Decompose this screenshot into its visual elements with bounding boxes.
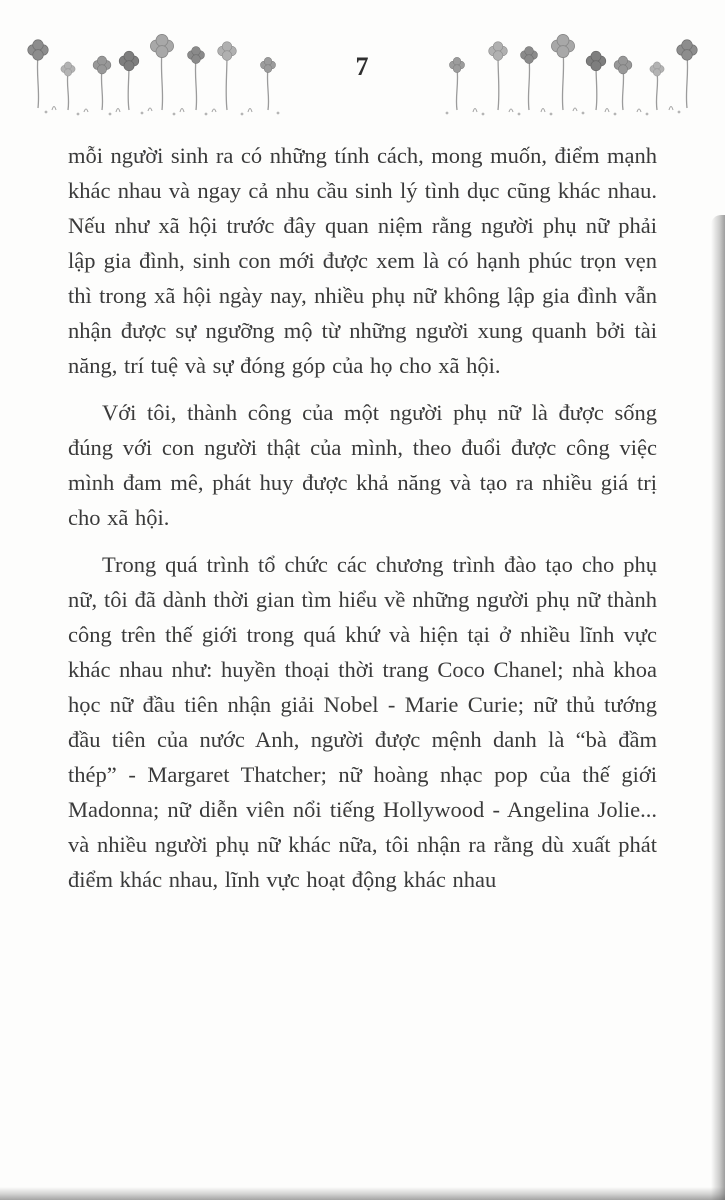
page-number: 7: [355, 52, 370, 81]
body-paragraph-3: Trong quá trình tổ chức các chương trình đào tạo cho phụ nữ, tôi đã dành thời gian tìm hiểu về những người phụ nữ thành công trên thế giới trong quá khứ và hiện tại ở nhiều lĩnh vực khác nhau như: huyền thoại thời trang Coco Chanel; nhà khoa học nữ đầu tiên nhận giải Nobel - Marie Curie; nữ thủ tướng đầu tiên của nước Anh, người được mệnh danh là “bà đầm thép” - Margaret Thatcher; nữ hoàng nhạc pop của thế giới Madonna; nữ diễn viên nổi tiếng Hollywood - Angelina Jolie... và nhiều người phụ nữ khác nữa, tôi nhận ra rằng dù xuất phát điểm khác nhau, lĩnh vực hoạt động khác nhau: [68, 552, 657, 892]
scan-edge-shadow-bottom: [0, 1187, 725, 1200]
scan-edge-shadow-right: [711, 215, 725, 1200]
body-paragraph-2: Với tôi, thành công của một người phụ nữ là được sống đúng với con người thật của mình, theo đuổi được công việc mình đam mê, phát huy được khả năng và tạo ra nhiều giá trị cho xã hội.: [68, 400, 657, 530]
page-body-text: [68, 138, 657, 909]
page-header: [0, 16, 725, 128]
body-paragraph-1: mỗi người sinh ra có những tính cách, mong muốn, điểm mạnh khác nhau và ngay cả nhu cầu sinh lý tình dục cũng khác nhau. Nếu như xã hội trước đây quan niệm rằng người phụ nữ phải lập gia đình, sinh con mới được xem là có hạnh phúc trọn vẹn thì trong xã hội ngày nay, nhiều phụ nữ không lập gia đình vẫn nhận được sự ngưỡng mộ từ những người xung quanh bởi tài năng, trí tuệ và sự đóng góp của họ cho xã hội.: [68, 143, 657, 378]
